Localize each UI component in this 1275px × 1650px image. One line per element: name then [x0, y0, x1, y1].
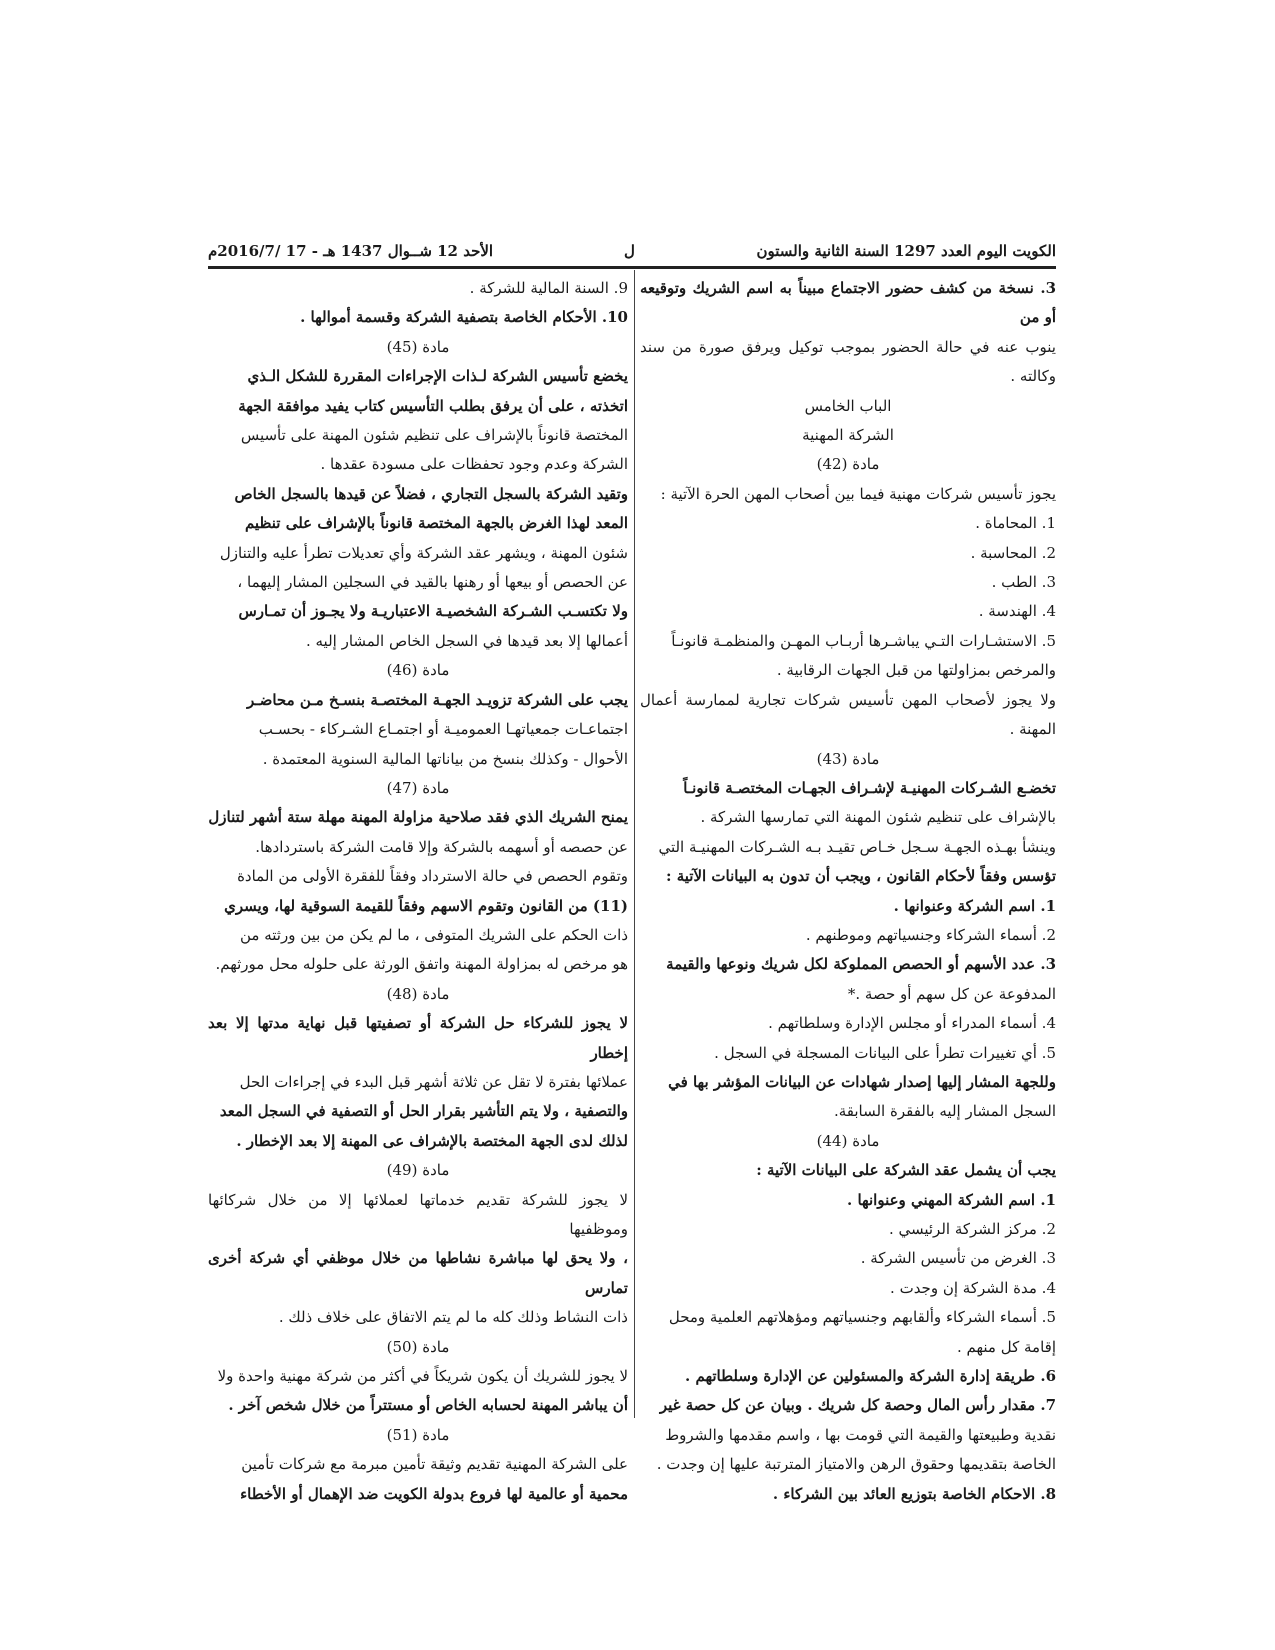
text-line: وتقيد الشركة بالسجل التجاري ، فضلاً عن قيدها بالسجل الخاص — [234, 484, 628, 503]
article-heading: مادة (47) — [386, 778, 450, 797]
text-line: المدفوعة عن كل سهم أو حصة .* — [847, 984, 1056, 1003]
text-line: لا يجوز للشركاء حل الشركة أو تصفيتها قبل نهاية مدتها إلا بعد إخطار — [208, 1014, 628, 1062]
text-line: المعد لهذا الغرض بالجهة المختصة قانوناً بالإشراف على تنظيم — [244, 514, 628, 533]
text-line: والمرخص بمزاولتها من قبل الجهات الرقابية . — [776, 661, 1056, 680]
article-heading: مادة (48) — [386, 984, 450, 1003]
article-heading: مادة (42) — [816, 455, 880, 474]
header-page-letter: ل — [624, 242, 635, 260]
text-line: وتقوم الحصص في حالة الاسترداد وفقاً للفقرة الأولى من المادة — [237, 867, 628, 886]
text-line: 5. أسماء الشركاء وألقابهم وجنسياتهم ومؤهلاتهم العلمية ومحل — [668, 1308, 1056, 1327]
text-line: 1. اسم الشركة المهني وعنوانها . — [847, 1190, 1056, 1209]
text-line: بالإشراف على تنظيم شئون المهنة التي تمارسها الشركة . — [700, 808, 1056, 827]
header-date: الأحد 12 شــوال 1437 هـ - 17 /2016/7م — [208, 242, 494, 260]
text-line: ينوب عنه في حالة الحضور بموجب توكيل ويرفق صورة من سند وكالته . — [640, 337, 1056, 386]
text-line: أعمالها إلا بعد قيدها في السجل الخاص المشار إليه . — [305, 631, 628, 650]
text-line: لذلك لدى الجهة المختصة بالإشراف عى المهنة إلا بعد الإخطار . — [236, 1131, 628, 1150]
text-line: أن يباشر المهنة لحسابه الخاص أو مستتراً من خلال شخص آخر . — [228, 1396, 628, 1415]
text-line: تخضـع الشـركات المهنيـة لإشـراف الجهـات المختصـة قانونـاً — [683, 778, 1056, 797]
text-line: ولا يجوز لأصحاب المهن تأسيس شركات تجارية لممارسة أعمال المهنة . — [640, 690, 1056, 739]
text-line: هو مرخص له بمزاولة المهنة واتفق الورثة على حلوله محل مورثهم. — [215, 955, 628, 974]
text-line: يجوز تأسيس شركات مهنية فيما بين أصحاب المهن الحرة الآتية : — [660, 484, 1056, 503]
text-line: تؤسس وفقاً لأحكام القانون ، ويجب أن تدون به البيانات الآتية : — [665, 867, 1056, 886]
text-line: ، ولا يحق لها مباشرة نشاطها من خلال موظفي أي شركة أخرى تمارس — [208, 1249, 628, 1297]
text-line: ذات النشاط وذلك كله ما لم يتم الاتفاق على خلاف ذلك . — [278, 1308, 628, 1327]
text-line: إقامة كل منهم . — [956, 1337, 1056, 1356]
right-column — [640, 274, 1056, 1509]
text-line: وللجهة المشار إليها إصدار شهادات عن البيانات المؤشر بها في — [668, 1072, 1056, 1091]
text-line: عملائها بفترة لا تقل عن ثلاثة أشهر قبل البدء في إجراءات الحل — [239, 1072, 628, 1091]
text-line: 1. اسم الشركة وعنوانها . — [893, 896, 1056, 915]
text-line: اتخذته ، على أن يرفق بطلب التأسيس كتاب يفيد موافقة الجهة — [238, 396, 628, 415]
text-line: لا يجوز للشركة تقديم خدماتها لعملائها إلا من خلال شركائها وموظفيها — [208, 1190, 628, 1238]
text-line: 9. السنة المالية للشركة . — [469, 279, 628, 297]
text-line: نقدية وطبيعتها والقيمة التي قومت بها ، واسم مقدمها والشروط — [665, 1425, 1056, 1444]
article-heading: مادة (49) — [386, 1161, 450, 1180]
text-line: الشركة وعدم وجود تحفظات على مسودة عقدها . — [320, 455, 628, 474]
column-divider — [634, 270, 635, 1418]
text-line: والتصفية ، ولا يتم التأشير بقرار الحل أو التصفية في السجل المعد — [219, 1102, 628, 1121]
text-line: عن حصصه أو أسهمه بالشركة وإلا قامت الشركة باستردادها. — [255, 837, 628, 856]
text-line: لا يجوز للشريك أن يكون شريكاً في أكثر من شركة مهنية واحدة ولا — [217, 1367, 628, 1386]
text-line: 2. مركز الشركة الرئيسي . — [888, 1220, 1056, 1238]
text-line: يجب على الشركة تزويـد الجهـة المختصـة بنسـخ مـن محاضـر — [246, 690, 628, 709]
text-line: (11) من القانون وتقوم الاسهم وفقاً للقيمة السوقية لها، ويسري — [224, 896, 628, 915]
article-heading: مادة (46) — [386, 661, 450, 680]
text-line: 5. الاستشـارات التـي يباشـرها أربـاب المهـن والمنظمـة قانونـاً — [671, 631, 1056, 650]
text-line: 3. الطب . — [991, 573, 1056, 592]
text-line: شئون المهنة ، ويشهر عقد الشركة وأي تعديلات تطرأ عليه والتنازل — [219, 543, 628, 562]
text-line: عن الحصص أو بيعها أو رهنها بالقيد في السجلين المشار إليهما ، — [237, 573, 628, 592]
article-heading: الباب الخامس — [804, 396, 892, 415]
text-line: 2. المحاسبة . — [970, 543, 1056, 562]
header-divider — [208, 266, 1056, 269]
article-heading: مادة (51) — [386, 1425, 450, 1444]
text-line: 4. مدة الشركة إن وجدت . — [890, 1278, 1056, 1297]
text-line: الأحوال - وكذلك بنسخ من بياناتها المالية السنوية المعتمدة . — [262, 749, 628, 768]
text-line: يمنح الشريك الذي فقد صلاحية مزاولة المهنة مهلة ستة أشهر لتنازل — [208, 808, 628, 827]
page-header — [208, 236, 1056, 266]
article-heading: مادة (50) — [386, 1337, 450, 1356]
text-line: الخاصة بتقديمها وحقوق الرهن والامتياز المترتبة عليها إن وجدت . — [656, 1455, 1056, 1474]
article-heading: الشركة المهنية — [802, 426, 894, 445]
text-line: على الشركة المهنية تقديم وثيقة تأمين مبرمة مع شركات تأمين — [241, 1455, 628, 1474]
text-line: 1. المحاماة . — [975, 514, 1056, 533]
text-line: 10. الأحكام الخاصة بتصفية الشركة وقسمة أموالها . — [300, 308, 628, 327]
text-line: 3. نسخة من كشف حضور الاجتماع مبيناً به اسم الشريك وتوقيعه أو من — [640, 279, 1056, 327]
text-line: 2. أسماء الشركاء وجنسياتهم وموطنهم . — [805, 925, 1056, 944]
text-line: 3. الغرض من تأسيس الشركة . — [860, 1249, 1056, 1268]
text-line: يجب أن يشمل عقد الشركة على البيانات الآتية : — [756, 1161, 1056, 1180]
article-heading: مادة (45) — [386, 337, 450, 356]
text-line: محمية أو عالمية لها فروع بدولة الكويت ضد الإهمال أو الأخطاء — [240, 1484, 628, 1503]
text-line: 5. أي تغييرات تطرأ على البيانات المسجلة في السجل . — [714, 1043, 1056, 1062]
text-line: المختصة قانوناً بالإشراف على تنظيم شئون المهنة على تأسيس — [240, 426, 628, 445]
left-column — [208, 274, 628, 1509]
text-line: 7. مقدار رأس المال وحصة كل شريك . وبيان عن كل حصة غير — [659, 1396, 1056, 1415]
text-line: ذات الحكم على الشريك المتوفى ، ما لم يكن من بين ورثته من — [240, 925, 628, 944]
text-line: 4. أسماء المدراء أو مجلس الإدارة وسلطاتهم . — [768, 1014, 1056, 1033]
text-line: 6. طريقة إدارة الشركة والمسئولين عن الإدارة وسلطاتهم . — [685, 1367, 1056, 1386]
text-line: 4. الهندسة . — [978, 602, 1056, 621]
text-line: السجل المشار إليه بالفقرة السابقة. — [833, 1102, 1056, 1121]
text-line: وينشأ بهـذه الجهـة سـجل خـاص تقيـد بـه الشـركات المهنيـة التي — [658, 837, 1056, 856]
article-heading: مادة (44) — [816, 1131, 880, 1150]
header-issue-info: الكويت اليوم العدد 1297 السنة الثانية والستون — [756, 242, 1056, 260]
text-line: 8. الاحكام الخاصة بتوزيع العائد بين الشركاء . — [772, 1484, 1056, 1503]
text-line: 3. عدد الأسهم أو الحصص المملوكة لكل شريك ونوعها والقيمة — [666, 955, 1056, 974]
article-heading: مادة (43) — [816, 749, 880, 768]
text-line: ولا تكتسـب الشـركة الشخصيـة الاعتباريـة ولا يجـوز أن تمـارس — [238, 602, 628, 621]
text-line: يخضع تأسيس الشركة لـذات الإجراءات المقررة للشكل الـذي — [247, 367, 628, 386]
text-line: اجتماعـات جمعياتهـا العموميـة أو اجتمـاع الشـركاء - بحسـب — [258, 720, 628, 739]
